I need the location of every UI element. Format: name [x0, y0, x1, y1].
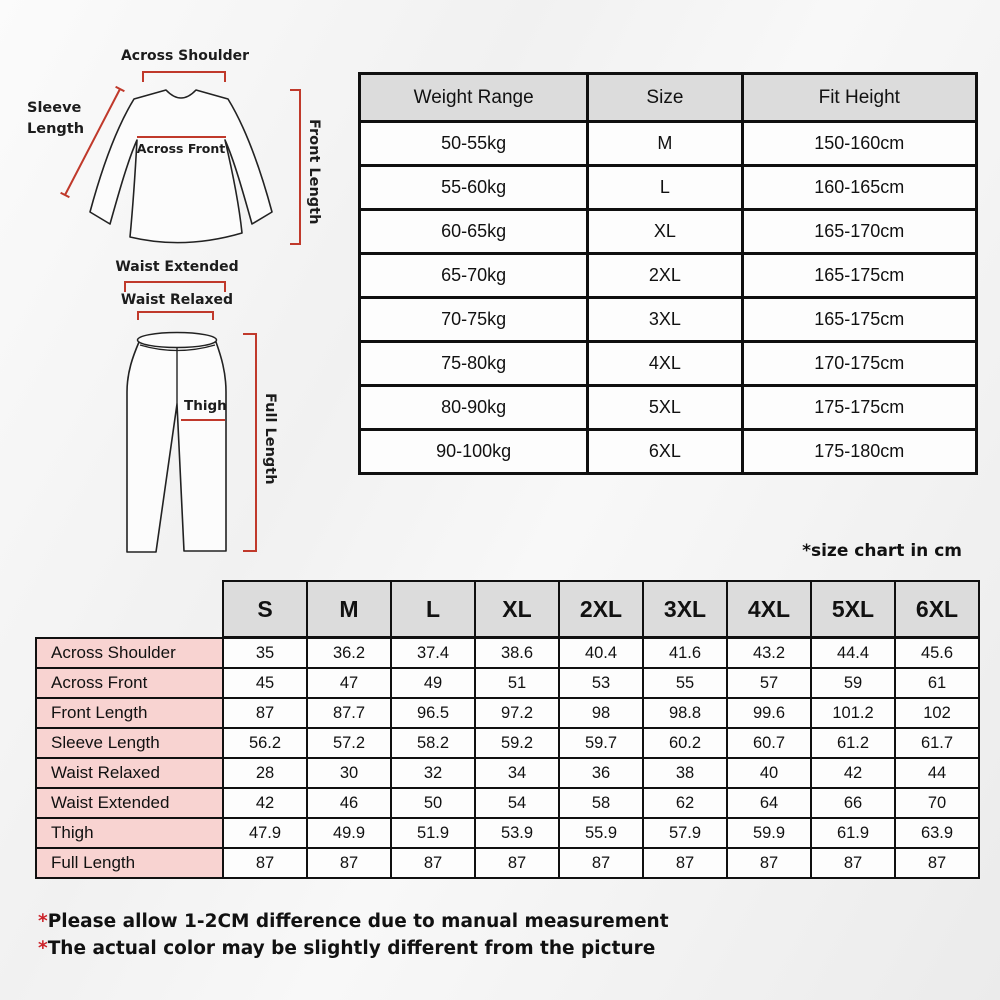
table-cell: 47	[307, 668, 391, 698]
table-row	[36, 788, 979, 818]
table-cell: 175-175cm	[742, 386, 976, 430]
table-cell: XL	[588, 210, 742, 254]
table-row	[360, 254, 977, 298]
table-row	[36, 848, 979, 878]
column-header: 3XL	[643, 581, 727, 638]
table-cell: 65-70kg	[360, 254, 588, 298]
table-cell: 50	[391, 788, 475, 818]
across-shoulder-label: Across Shoulder	[120, 48, 250, 64]
column-header: Weight Range	[360, 74, 588, 122]
table-cell: 34	[475, 758, 559, 788]
table-row	[360, 210, 977, 254]
across-front-label: Across Front	[136, 141, 226, 156]
table-cell: 87	[727, 848, 811, 878]
table-cell: 87	[307, 848, 391, 878]
full-length-label: Full Length	[262, 393, 278, 485]
table-cell: 165-170cm	[742, 210, 976, 254]
table-cell: 98	[559, 698, 643, 728]
column-header: 2XL	[559, 581, 643, 638]
header-row	[360, 74, 977, 122]
table-cell: 75-80kg	[360, 342, 588, 386]
table-row	[360, 122, 977, 166]
table-row	[36, 668, 979, 698]
table-cell: 62	[643, 788, 727, 818]
table-cell: 97.2	[475, 698, 559, 728]
table-cell: 66	[811, 788, 895, 818]
table-cell: 150-160cm	[742, 122, 976, 166]
table-cell: 40	[727, 758, 811, 788]
table-cell: 4XL	[588, 342, 742, 386]
table-cell: 36	[559, 758, 643, 788]
table-row	[360, 342, 977, 386]
column-header: M	[307, 581, 391, 638]
table-cell: 87	[223, 848, 307, 878]
waist-relaxed-bracket	[138, 312, 213, 320]
table-row	[36, 698, 979, 728]
footnotes	[38, 908, 669, 962]
row-label: Across Front	[36, 668, 223, 698]
table-row	[36, 728, 979, 758]
footnote-measurement	[38, 908, 669, 935]
row-label: Waist Relaxed	[36, 758, 223, 788]
table-cell: 49	[391, 668, 475, 698]
table-cell: 96.5	[391, 698, 475, 728]
table-cell: 60.7	[727, 728, 811, 758]
front-length-label: Front Length	[306, 119, 322, 225]
row-label: Front Length	[36, 698, 223, 728]
table-cell: 40.4	[559, 638, 643, 669]
table-cell: 55-60kg	[360, 166, 588, 210]
column-header: Size	[588, 74, 742, 122]
table-cell: 43.2	[727, 638, 811, 669]
table-row	[360, 298, 977, 342]
table-cell: 46	[307, 788, 391, 818]
table-cell: 87	[223, 698, 307, 728]
table-row	[36, 638, 979, 669]
table-cell: 60-65kg	[360, 210, 588, 254]
column-header: L	[391, 581, 475, 638]
table-cell: 102	[895, 698, 979, 728]
table-cell: 55.9	[559, 818, 643, 848]
table-cell: 70	[895, 788, 979, 818]
table-cell: L	[588, 166, 742, 210]
row-label: Sleeve Length	[36, 728, 223, 758]
row-label: Across Shoulder	[36, 638, 223, 669]
table-cell: 49.9	[307, 818, 391, 848]
table-row	[36, 818, 979, 848]
table-cell: 50-55kg	[360, 122, 588, 166]
waist-relaxed-label: Waist Relaxed	[120, 292, 234, 308]
column-header: 6XL	[895, 581, 979, 638]
table-cell: 30	[307, 758, 391, 788]
table-cell: 175-180cm	[742, 430, 976, 474]
table-cell: 64	[727, 788, 811, 818]
table-cell: 99.6	[727, 698, 811, 728]
table-cell: 98.8	[643, 698, 727, 728]
table-cell: 38.6	[475, 638, 559, 669]
table-cell: 35	[223, 638, 307, 669]
table-row	[360, 386, 977, 430]
table-cell: 57	[727, 668, 811, 698]
column-header: Fit Height	[742, 74, 976, 122]
row-label: Waist Extended	[36, 788, 223, 818]
table-cell: 57.2	[307, 728, 391, 758]
table-cell: 61	[895, 668, 979, 698]
table-cell: 59.9	[727, 818, 811, 848]
table-cell: 160-165cm	[742, 166, 976, 210]
table-cell: 36.2	[307, 638, 391, 669]
table-row	[36, 758, 979, 788]
table-cell: M	[588, 122, 742, 166]
pants-waistband	[138, 333, 217, 348]
waist-extended-label: Waist Extended	[115, 259, 239, 275]
table-cell: 44	[895, 758, 979, 788]
measurement-size-table	[35, 580, 980, 879]
table-cell: 2XL	[588, 254, 742, 298]
table-cell: 101.2	[811, 698, 895, 728]
column-header: S	[223, 581, 307, 638]
table-cell: 51.9	[391, 818, 475, 848]
table-cell: 87	[643, 848, 727, 878]
table-cell: 55	[643, 668, 727, 698]
table-cell: 41.6	[643, 638, 727, 669]
table-cell: 44.4	[811, 638, 895, 669]
table-cell: 53	[559, 668, 643, 698]
column-header: 5XL	[811, 581, 895, 638]
table-cell: 3XL	[588, 298, 742, 342]
column-header: XL	[475, 581, 559, 638]
table-cell: 58	[559, 788, 643, 818]
shirt-outline	[90, 90, 272, 243]
table-row	[360, 430, 977, 474]
table-cell: 6XL	[588, 430, 742, 474]
table-cell: 80-90kg	[360, 386, 588, 430]
table-cell: 59.7	[559, 728, 643, 758]
footnote-asterisk: *	[38, 911, 48, 932]
weight-size-fit-table	[358, 72, 978, 475]
table-cell: 61.7	[895, 728, 979, 758]
table-cell: 28	[223, 758, 307, 788]
header-row	[36, 581, 979, 638]
table-cell: 87	[391, 848, 475, 878]
footnote-color	[38, 935, 669, 962]
table-cell: 32	[391, 758, 475, 788]
table-cell: 54	[475, 788, 559, 818]
table-cell: 63.9	[895, 818, 979, 848]
sleeve-length-label: Sleeve Length	[27, 100, 85, 137]
table-cell: 56.2	[223, 728, 307, 758]
table-cell: 53.9	[475, 818, 559, 848]
table-cell: 42	[811, 758, 895, 788]
table-cell: 37.4	[391, 638, 475, 669]
table-cell: 51	[475, 668, 559, 698]
table-cell: 45	[223, 668, 307, 698]
table-cell: 165-175cm	[742, 254, 976, 298]
front-length-bracket	[290, 90, 300, 244]
table-cell: 60.2	[643, 728, 727, 758]
across-shoulder-bracket	[143, 72, 225, 82]
table-cell: 38	[643, 758, 727, 788]
footnote-text: The actual color may be slightly different from the picture	[47, 938, 656, 959]
table-cell: 57.9	[643, 818, 727, 848]
table-cell: 61.2	[811, 728, 895, 758]
table-cell: 90-100kg	[360, 430, 588, 474]
table-cell: 70-75kg	[360, 298, 588, 342]
table-cell: 59	[811, 668, 895, 698]
table-cell: 87.7	[307, 698, 391, 728]
table-cell: 42	[223, 788, 307, 818]
table-cell: 47.9	[223, 818, 307, 848]
footnote-asterisk: *	[38, 938, 48, 959]
size-chart-unit-note: *size chart in cm	[802, 541, 962, 561]
row-label: Full Length	[36, 848, 223, 878]
table-cell: 170-175cm	[742, 342, 976, 386]
table-cell: 165-175cm	[742, 298, 976, 342]
table-cell: 87	[475, 848, 559, 878]
table-cell: 45.6	[895, 638, 979, 669]
table-cell: 87	[895, 848, 979, 878]
table-cell: 87	[559, 848, 643, 878]
thigh-label: Thigh	[184, 398, 227, 414]
table-cell: 61.9	[811, 818, 895, 848]
footnote-text: Please allow 1-2CM difference due to manual measurement	[47, 911, 669, 932]
column-header: 4XL	[727, 581, 811, 638]
row-label: Thigh	[36, 818, 223, 848]
table-cell: 5XL	[588, 386, 742, 430]
full-length-bracket	[243, 334, 256, 551]
table-row	[360, 166, 977, 210]
table-cell: 58.2	[391, 728, 475, 758]
corner-cell	[36, 581, 223, 638]
table-cell: 87	[811, 848, 895, 878]
table-cell: 59.2	[475, 728, 559, 758]
